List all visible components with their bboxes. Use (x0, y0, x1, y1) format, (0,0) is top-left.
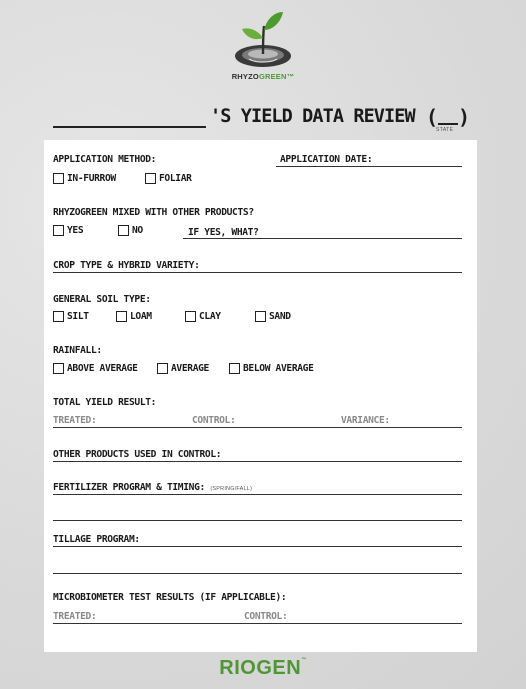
page-title: 'S YIELD DATA REVIEW (210, 106, 415, 127)
fertilizer-hint: (SPRING/FALL) (210, 486, 253, 492)
application-date-line[interactable] (276, 166, 462, 167)
checkbox-label: IN-FURROW (67, 173, 116, 184)
riogen-wordmark: RIOGEN (219, 657, 302, 679)
checkbox-silt[interactable] (53, 311, 89, 322)
title-row (53, 104, 473, 132)
if-yes-label: IF YES, WHAT? (188, 227, 259, 238)
logo-trademark: ™ (286, 72, 295, 81)
variance-label: VARIANCE: (341, 415, 390, 426)
checkbox-foliar[interactable] (145, 173, 192, 184)
checkbox-average[interactable] (157, 363, 209, 374)
total-yield-label: TOTAL YIELD RESULT: (53, 397, 157, 408)
checkbox-yes[interactable] (53, 225, 83, 236)
checkbox-box[interactable] (255, 311, 266, 322)
title-close-paren: ) (458, 105, 471, 129)
mixed-products-label: RHYZOGREEN MIXED WITH OTHER PRODUCTS? (53, 207, 254, 218)
checkbox-above-average[interactable] (53, 363, 138, 374)
checkbox-box[interactable] (118, 225, 129, 236)
name-blank-line (53, 126, 206, 128)
checkbox-in-furrow[interactable] (53, 173, 116, 184)
other-products-line[interactable] (53, 461, 462, 462)
checkbox-label: BELOW AVERAGE (243, 363, 314, 374)
other-products-label: OTHER PRODUCTS USED IN CONTROL: (53, 449, 222, 460)
application-date-label: APPLICATION DATE: (280, 154, 373, 165)
checkbox-below-average[interactable] (229, 363, 314, 374)
logo-brand-green: GREEN (258, 72, 287, 81)
application-method-label: APPLICATION METHOD: (53, 154, 157, 165)
checkbox-sand[interactable] (255, 311, 291, 322)
tillage-line-2[interactable] (53, 573, 462, 574)
micro-treated-label: TREATED: (53, 611, 97, 622)
micro-control-label: CONTROL: (244, 611, 288, 622)
tillage-line-1[interactable] (53, 546, 462, 547)
checkbox-label: YES (67, 225, 84, 236)
fertilizer-label (53, 482, 252, 493)
checkbox-label: SAND (269, 311, 291, 322)
treated-label: TREATED: (53, 415, 97, 426)
microbiometer-label: MICROBIOMETER TEST RESULTS (IF APPLICABLE): (53, 592, 287, 603)
state-blank-line (438, 123, 458, 125)
control-label: CONTROL: (192, 415, 236, 426)
crop-type-label: CROP TYPE & HYBRID VARIETY: (53, 260, 200, 271)
checkbox-no[interactable] (118, 225, 143, 236)
if-yes-line[interactable] (183, 238, 462, 239)
seedling-icon (227, 10, 299, 72)
checkbox-box[interactable] (185, 311, 196, 322)
checkbox-box[interactable] (53, 311, 64, 322)
title-open-paren: ( (426, 105, 439, 129)
fertilizer-label-text: FERTILIZER PROGRAM & TIMING: (53, 482, 205, 493)
logo-wordmark (227, 72, 299, 81)
checkbox-label: SILT (67, 311, 89, 322)
checkbox-label: CLAY (199, 311, 221, 322)
checkbox-box[interactable] (116, 311, 127, 322)
checkbox-loam[interactable] (116, 311, 152, 322)
logo-brand-dark: RHYZO (231, 72, 259, 81)
yield-form (44, 140, 477, 652)
microbiometer-line[interactable] (53, 623, 462, 624)
checkbox-label: AVERAGE (171, 363, 209, 374)
checkbox-clay[interactable] (185, 311, 221, 322)
state-label: STATE (436, 127, 454, 133)
checkbox-label: FOLIAR (159, 173, 192, 184)
checkbox-box[interactable] (157, 363, 168, 374)
checkbox-box[interactable] (145, 173, 156, 184)
fertilizer-line-1[interactable] (53, 494, 462, 495)
fertilizer-line-2[interactable] (53, 520, 462, 521)
checkbox-box[interactable] (53, 225, 64, 236)
rhyzogreen-logo (227, 10, 299, 86)
checkbox-box[interactable] (229, 363, 240, 374)
rainfall-label: RAINFALL: (53, 345, 102, 356)
riogen-trademark: ™ (301, 657, 307, 663)
checkbox-label: ABOVE AVERAGE (67, 363, 138, 374)
crop-type-line[interactable] (53, 272, 462, 273)
checkbox-box[interactable] (53, 173, 64, 184)
checkbox-box[interactable] (53, 363, 64, 374)
tillage-label: TILLAGE PROGRAM: (53, 534, 140, 545)
checkbox-label: LOAM (130, 311, 152, 322)
riogen-logo (216, 657, 310, 680)
soil-type-label: GENERAL SOIL TYPE: (53, 294, 151, 305)
checkbox-label: NO (132, 225, 143, 236)
total-yield-line[interactable] (53, 427, 462, 428)
